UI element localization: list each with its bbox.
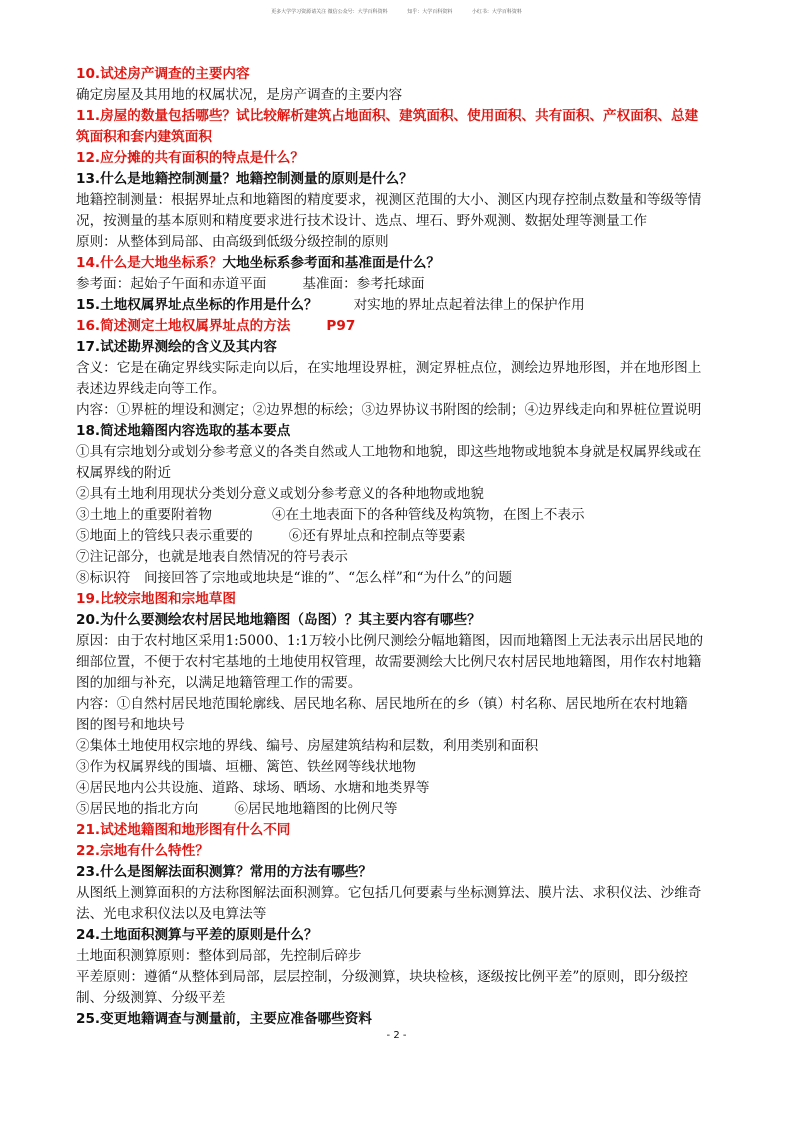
question-14-red: 14.什么是大地坐标系？	[76, 255, 223, 271]
answer-10: 确定房屋及其用地的权属状况，是房产调查的主要内容	[76, 87, 403, 103]
answer-24-line1: 土地面积测算原则：整体到局部，先控制后碎步	[76, 948, 362, 964]
page-header	[0, 8, 793, 15]
answer-18-item6: ⑥还有界址点和控制点等要素	[288, 528, 466, 544]
answer-15: 对实地的界址点起着法律上的保护作用	[353, 297, 585, 313]
answer-20-line1: 原因：由于农村地区采用1:5000、1:1万较小比例尺测绘分幅地籍图，因而地籍图上无法表示出居民地的	[76, 633, 704, 649]
question-11-line1: 11.房屋的数量包括哪些？试比较解析建筑占地面积、建筑面积、使用面积、共有面积、产权面积、总建	[76, 108, 699, 124]
answer-18-line6: ⑦注记部分，也就是地表自然情况的符号表示	[76, 549, 348, 565]
question-22: 22.宗地有什么特性？	[76, 843, 209, 859]
answer-14	[76, 274, 722, 295]
question-23: 23.什么是图解法面积测算？常用的方法有哪些？	[76, 864, 372, 880]
question-20: 20.为什么要测绘农村居民地地籍图（岛图）？其主要内容有哪些？	[76, 612, 481, 628]
question-16-page-ref: P97	[326, 318, 356, 334]
question-17: 17.试述勘界测绘的含义及其内容	[76, 339, 277, 355]
answer-18-line3: ②具有土地利用现状分类划分意义或划分参考意义的各种地物或地貌	[76, 486, 484, 502]
answer-20-line6: ②集体土地使用权宗地的界线、编号、房屋建筑结构和层数，利用类别和面积	[76, 738, 539, 754]
page-number: - 2 -	[386, 1030, 407, 1041]
answer-17-line1: 含义：它是在确定界线实际走向以后，在实地埋设界桩，测定界桩点位，测绘边界地形图，并在地形图上	[76, 360, 702, 376]
question-11-line2: 筑面积和套内建筑面积	[76, 129, 212, 145]
answer-20-line3: 图的加细与补充，以满足地籍管理工作的需要。	[76, 675, 362, 691]
question-16-title: 16.简述测定土地权属界址点的方法	[76, 318, 291, 334]
document-body	[76, 64, 722, 1030]
answer-24-line2: 平差原则：遵循“从整体到局部，层层控制，分级测算，块块检核，逐级按比例平差”的原则，即分级控	[76, 969, 689, 985]
answer-20-line8: ④居民地内公共设施、道路、球场、晒场、水塘和地类界等	[76, 780, 430, 796]
question-12: 12.应分摊的共有面积的特点是什么？	[76, 150, 304, 166]
question-16	[76, 316, 722, 337]
answer-23-line1: 从图纸上测算面积的方法称图解法面积测算。它包括几何要素与坐标测算法、膜片法、求积仪法、沙维奇	[76, 885, 702, 901]
answer-14-reference: 参考面：起始子午面和赤道平面	[76, 276, 267, 292]
answer-20-item6: ⑥居民地地籍图的比例尺等	[234, 801, 398, 817]
question-15: 15.土地权属界址点坐标的作用是什么？	[76, 297, 318, 313]
answer-20-line7: ③作为权属界线的围墙、垣栅、篱笆、铁丝网等线状地物	[76, 759, 416, 775]
answer-14-datum: 基准面：参考托球面	[302, 276, 425, 292]
header-zhihu: 知乎：大学百科资料	[407, 9, 453, 15]
question-10: 10.试述房产调查的主要内容	[76, 66, 250, 82]
answer-18-item5: ⑤地面上的管线只表示重要的	[76, 528, 253, 544]
answer-18-line1: ①具有宗地划分或划分参考意义的各类自然或人工地物和地貌，即这些地物或地貌本身就是权属界线或在	[76, 444, 702, 460]
question-14-black: 大地坐标系参考面和基准面是什么？	[222, 255, 440, 271]
answer-17-line3: 内容：①界桩的埋设和测定；②边界想的标绘；③边界协议书附图的绘制；④边界线走向和界桩位置说明	[76, 402, 702, 418]
question-24: 24.土地面积测算与平差的原则是什么？	[76, 927, 318, 943]
question-18: 18.简述地籍图内容选取的基本要点	[76, 423, 291, 439]
answer-18-line7: ⑧标识符 间接回答了宗地或地块是“谁的”、“怎么样”和“为什么”的问题	[76, 570, 512, 586]
question-13: 13.什么是地籍控制测量？地籍控制测量的原则是什么？	[76, 171, 413, 187]
header-xiaohongshu: 小红书：大学百科资料	[471, 9, 522, 15]
answer-18-line4	[76, 505, 722, 526]
answer-13-line2: 况，按测量的基本原则和精度要求进行技术设计、选点、埋石、野外观测、数据处理等测量工作	[76, 213, 647, 229]
header-wechat: 更多大学学习资源请关注 微信公众号：大学百科资料	[271, 9, 388, 15]
answer-13-line1: 地籍控制测量：根据界址点和地籍图的精度要求，视测区范围的大小、测区内现存控制点数量和等级等情	[76, 192, 702, 208]
question-15-row	[76, 295, 722, 316]
answer-20-line4: 内容：①自然村居民地范围轮廓线、居民地名称、居民地所在的乡（镇）村名称、居民地所在农村地籍	[76, 696, 688, 712]
question-21: 21.试述地籍图和地形图有什么不同	[76, 822, 291, 838]
answer-20-line5: 图的图号和地块号	[76, 717, 185, 733]
answer-18-item3: ③土地上的重要附着物	[76, 507, 212, 523]
question-14	[76, 253, 722, 274]
answer-17-line2: 表述边界线走向等工作。	[76, 381, 226, 397]
answer-18-line2: 权属界线的附近	[76, 465, 172, 481]
question-19: 19.比较宗地图和宗地草图	[76, 591, 237, 607]
answer-13-line3: 原则：从整体到局部、由高级到低级分级控制的原则	[76, 234, 389, 250]
answer-23-line2: 法、光电求积仪法以及电算法等	[76, 906, 267, 922]
answer-18-line5	[76, 526, 722, 547]
answer-20-line2: 细部位置，不便于农村宅基地的土地使用权管理，故需要测绘大比例尺农村居民地地籍图，用作农村地籍	[76, 654, 702, 670]
question-25: 25.变更地籍调查与测量前，主要应准备哪些资料	[76, 1011, 372, 1027]
answer-18-item4: ④在土地表面下的各种管线及构筑物，在图上不表示	[271, 507, 585, 523]
answer-24-line3: 制、分级测算、分级平差	[76, 990, 226, 1006]
answer-20-line9	[76, 799, 722, 820]
answer-20-item5: ⑤居民地的指北方向	[76, 801, 199, 817]
